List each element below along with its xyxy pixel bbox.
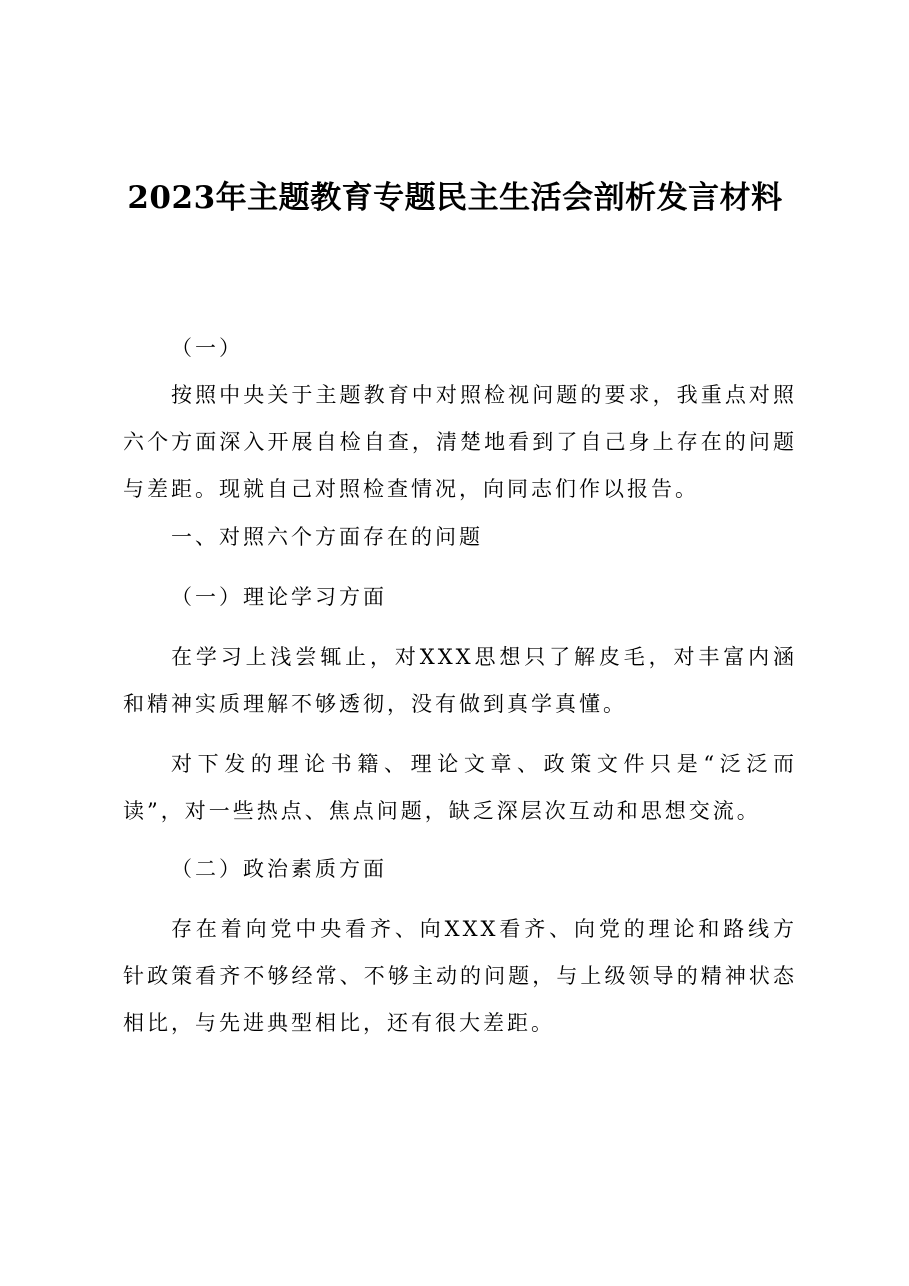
paragraph-subheading-theory: （一）理论学习方面 bbox=[171, 585, 387, 609]
paragraph-section-marker: （一） bbox=[171, 336, 243, 360]
paragraph-theory-1: 在学习上浅尝辄止，对XXX思想只了解皮毛，对丰富内涵和精神实质理解不够透彻，没有做到真学真懂。 bbox=[123, 645, 797, 716]
paragraph-political-1: 存在着向党中央看齐、向XXX看齐、向党的理论和路线方针政策看齐不够经常、不够主动的问题，与上级领导的精神状态相比，与先进典型相比，还有很大差距。 bbox=[123, 917, 797, 1035]
paragraph-subheading-political: （二）政治素质方面 bbox=[171, 857, 387, 881]
paragraph-theory-2: 对下发的理论书籍、理论文章、政策文件只是“泛泛而读”，对一些热点、焦点问题，缺乏深层次互动和思想交流。 bbox=[123, 752, 797, 823]
document-title: 2023年主题教育专题民主生活会剖析发言材料 bbox=[127, 180, 783, 216]
paragraph-intro: 按照中央关于主题教育中对照检视问题的要求，我重点对照六个方面深入开展自检自查，清楚地看到了自己身上存在的问题与差距。现就自己对照检查情况，向同志们作以报告。 bbox=[123, 383, 797, 501]
paragraph-heading-problems: 一、对照六个方面存在的问题 bbox=[171, 525, 483, 549]
